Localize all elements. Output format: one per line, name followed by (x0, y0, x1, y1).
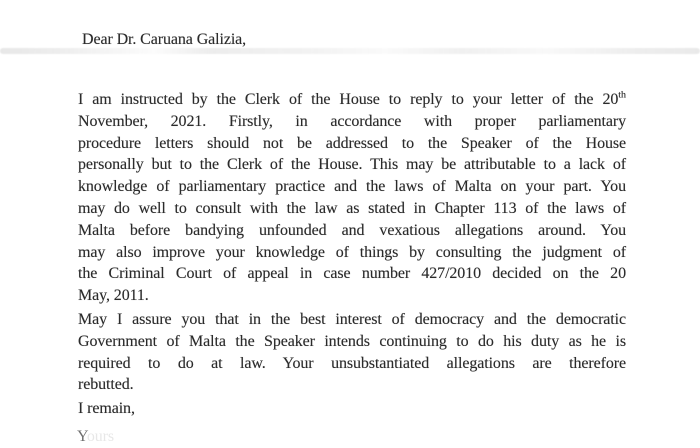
paragraph-line: procedure letters should not be addressed to the Speaker of the House (78, 134, 626, 152)
closing-line: I remain, (78, 400, 135, 417)
paragraph-line: may do well to consult with the law as stated in Chapter 113 of the laws of (78, 199, 626, 217)
paragraph-line: rebutted. (78, 376, 134, 394)
paragraph-line: May I assure you that in the best interest of democracy and the democratic (78, 310, 626, 328)
paragraph-line: Government of Malta the Speaker intends continuing to do his duty as he is (78, 332, 626, 350)
paragraph (78, 89, 626, 307)
paragraph (78, 309, 626, 396)
paragraph-line: required to do at law. Your unsubstantiated allegations are therefore (78, 354, 626, 372)
salutation: Dear Dr. Caruana Galizia, (82, 31, 247, 48)
paragraph-line: May, 2011. (78, 287, 149, 305)
paragraph-line: November, 2021. Firstly, in accordance with proper parliamentary (78, 112, 626, 130)
paragraph-line: I am instructed by the Clerk of the House to reply to your letter of the 20th (78, 89, 626, 108)
signoff-partial-line (77, 426, 114, 448)
signoff-ghost-text: ours (86, 428, 115, 445)
paragraph-line: knowledge of parliamentary practice and the laws of Malta on your part. You (78, 178, 626, 196)
signoff-partial-text: Y (77, 428, 87, 445)
paragraph-line: personally but to the Clerk of the House. This may be attributable to a lack of (78, 156, 626, 174)
letter-body (78, 89, 626, 396)
paragraph-line: Malta before bandying unfounded and vexatious allegations around. You (78, 221, 626, 239)
paragraph-line: the Criminal Court of appeal in case number 427/2010 decided on the 20 (78, 265, 626, 283)
paragraph-line: may also improve your knowledge of things by consulting the judgment of (78, 243, 626, 261)
